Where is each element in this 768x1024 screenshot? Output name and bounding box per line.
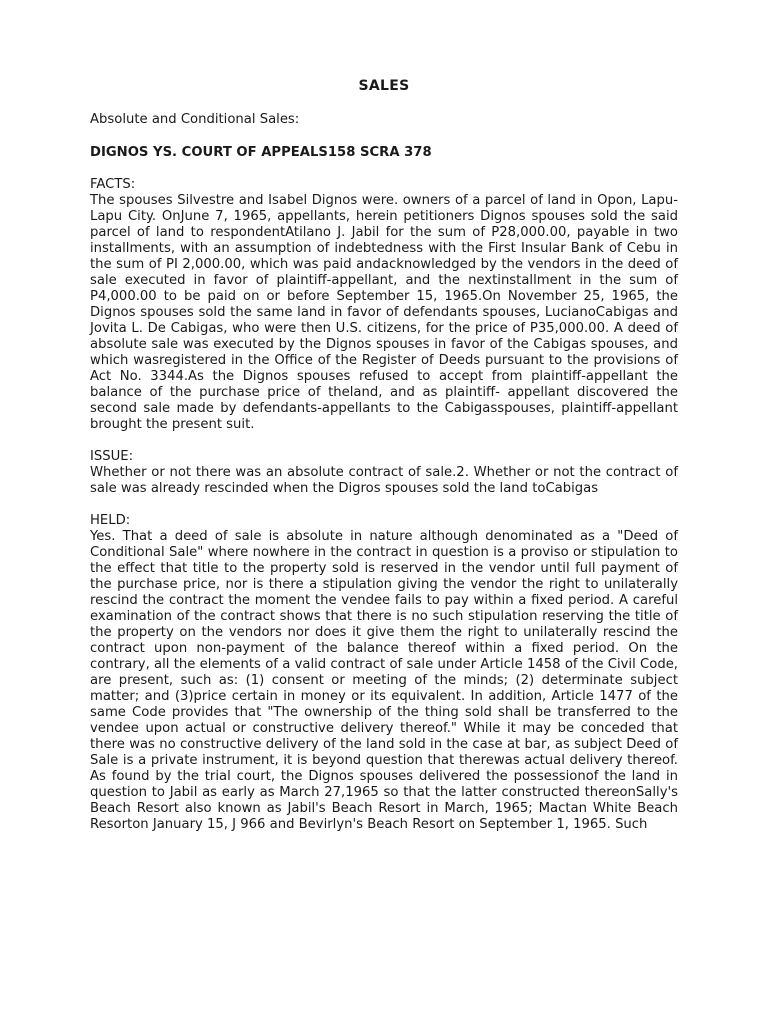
issue-label: ISSUE:	[90, 449, 134, 464]
issue-paragraph: Whether or not there was an absolute contract of sale.2. Whether or not the contract of sale was already rescinded when the Digros spouses sold the land toCabigas	[90, 465, 678, 496]
document-title: SALES	[358, 78, 410, 94]
document-page	[90, 78, 678, 849]
held-paragraph: Yes. That a deed of sale is absolute in nature although denominated as a "Deed of Conditional Sale" where nowhere in the contract in question is a proviso or stipulation to the effect that title to the property sold is reserved in the vendor until full payment of the purchase price, nor is there a stipulation giving the vendor the right to unilaterally rescind the contract the moment the vendee fails to pay within a fixed period. A careful examination of the contract shows that there is no such stipulation reserving the title of the property on the vendors nor does it give them the right to unilaterally rescind the contract upon non-payment of the balance thereof within a fixed period. On the contrary, all the elements of a valid contract of sale under Article 1458 of the Civil Code, are present, such as: (1) consent or meeting of the minds; (2) determinate subject matter; and (3)price certain in money or its equivalent. In addition, Article 1477 of the same Code provides that "The ownership of the thing sold shall be transferred to the vendee upon actual or constructive delivery thereof." While it may be conceded that there was no constructive delivery of the land sold in the case at bar, as subject Deed of Sale is a private instrument, it is beyond question that therewas actual delivery thereof. As found by the trial court, the Dignos spouses delivered the possessionof the land in question to Jabil as early as March 27,1965 so that the latter constructed thereonSally's Beach Resort also known as Jabil's Beach Resort in March, 1965; Mactan White Beach Resorton January 15, J 966 and Bevirlyn's Beach Resort on September 1, 1965. Such	[90, 529, 678, 832]
facts-paragraph: The spouses Silvestre and Isabel Dignos were. owners of a parcel of land in Opon, Lapu-Lapu City. OnJune 7, 1965, appellants, herein petitioners Dignos spouses sold the said parcel of land to respondentAtilano J. Jabil for the sum of P28,000.00, payable in two installments, with an assumption of indebtedness with the First Insular Bank of Cebu in the sum of PI 2,000.00, which was paid andacknowledged by the vendors in the deed of sale executed in favor of plaintiff-appellant, and the nextinstallment in the sum of P4,000.00 to be paid on or before September 15, 1965.On November 25, 1965, the Dignos spouses sold the same land in favor of defendants spouses, LucianoCabigas and Jovita L. De Cabigas, who were then U.S. citizens, for the price of P35,000.00. A deed of absolute sale was executed by the Dignos spouses in favor of the Cabigas spouses, and which wasregistered in the Office of the Register of Deeds pursuant to the provisions of Act No. 3344.As the Dignos spouses refused to accept from plaintiff-appellant the balance of the purchase price of theland, and as plaintiff- appellant discovered the second sale made by defendants-appellants to the Cabigasspouses, plaintiff-appellant brought the present suit.	[90, 193, 678, 432]
section-subtitle: Absolute and Conditional Sales:	[90, 112, 300, 127]
case-title: DIGNOS YS. COURT OF APPEALS158 SCRA 378	[90, 145, 432, 160]
facts-label: FACTS:	[90, 177, 136, 192]
held-label: HELD:	[90, 513, 131, 528]
